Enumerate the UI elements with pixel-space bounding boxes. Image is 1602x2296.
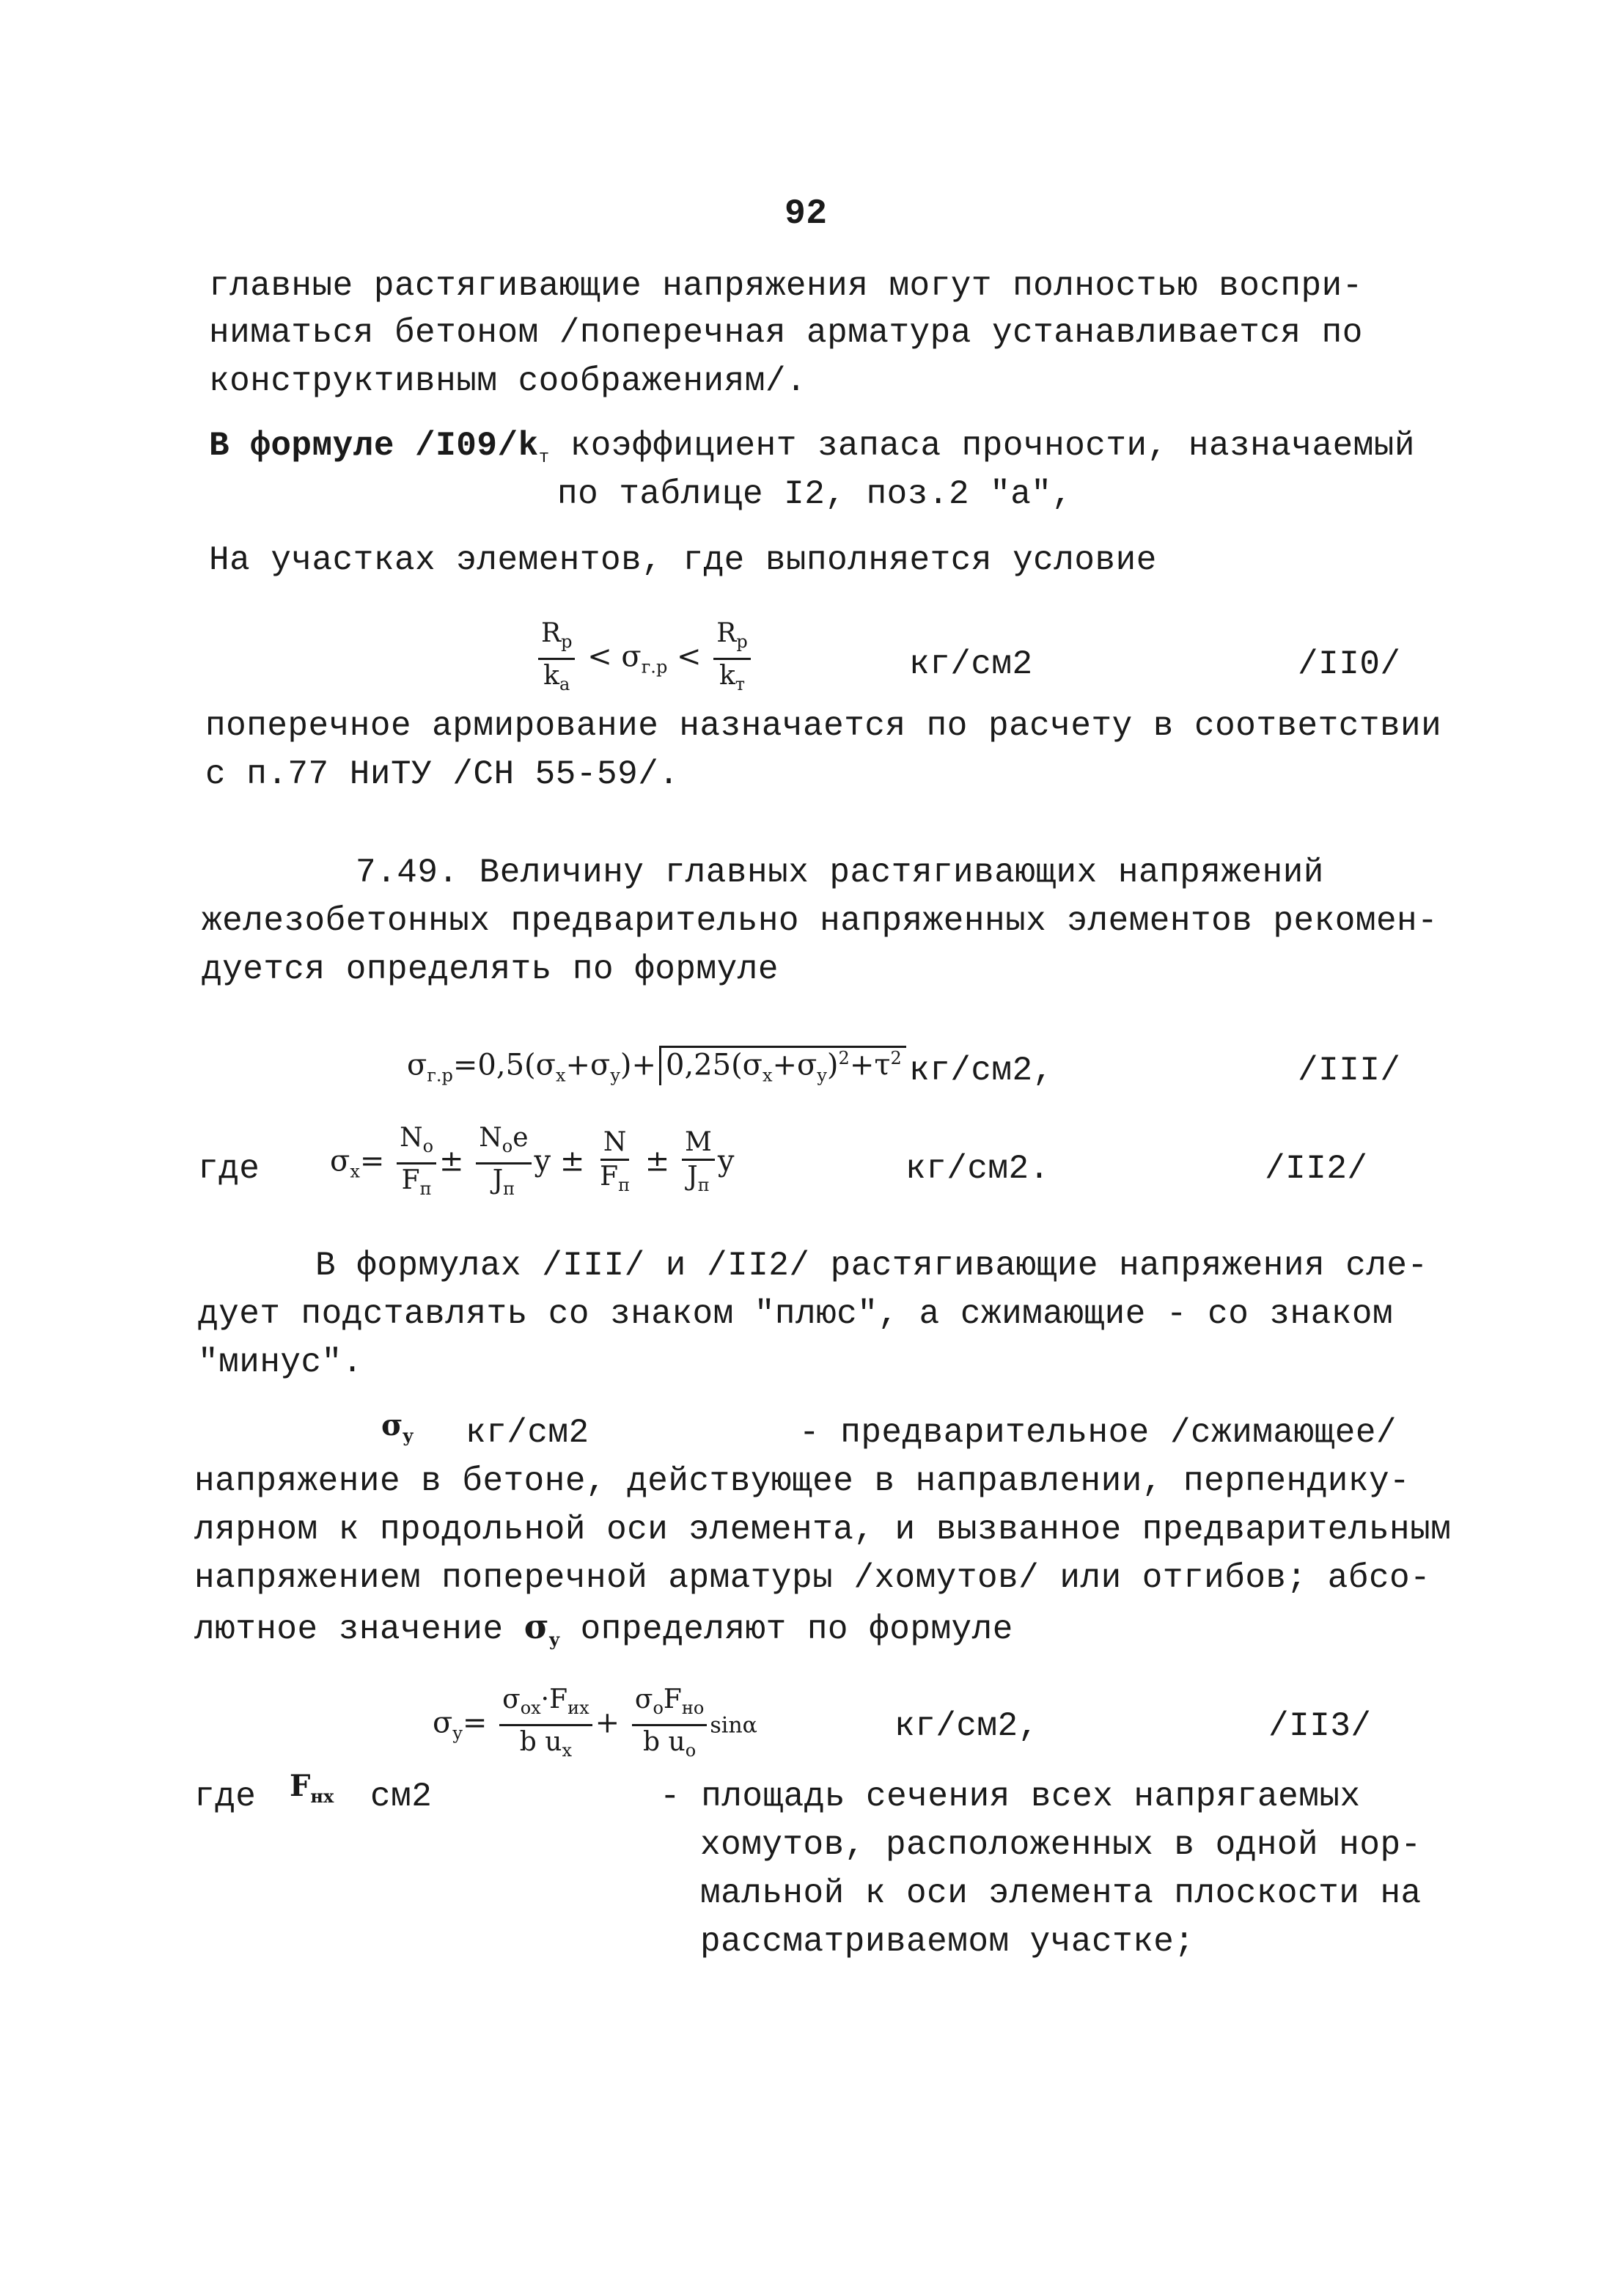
where-label-1: где bbox=[198, 1150, 260, 1188]
formula-110: $\frac{R_р}{k_a}$ < $\sigma_{г.р}$ < $\frac{R_р}{k_т}$ bbox=[535, 617, 754, 700]
text-line-19-a: лютное значение bbox=[194, 1610, 504, 1648]
formula-113: $\sigma_y=$ $\frac{\sigma_{ox}\cdot F_{их}}{b u_x}$ + $\frac{\sigma_oF_{но}}{b u_o}$ sinα bbox=[433, 1684, 757, 1767]
formula-113-unit: кг/см2, bbox=[894, 1707, 1039, 1745]
def-line-2: хомутов, расположенных в одной нор- bbox=[700, 1826, 1422, 1864]
text-line-17: лярном к продольной оси элемента, и вызванное предварительным bbox=[194, 1511, 1452, 1549]
frac-n0-fn: $\frac{N_o}{F_п}$ bbox=[397, 1122, 436, 1205]
coef-k: k bbox=[518, 427, 539, 465]
def-line-3: мальной к оси элемента плоскости на bbox=[700, 1874, 1422, 1912]
formula-110-label: /II0/ bbox=[1298, 645, 1401, 683]
formula-112: $\sigma_x=$ $\frac{N_o}{F_п}$ ± $\frac{N_oe}{J_п}$ y ± $\frac{N}{F_п}$ ± $\frac{M}{J_п}$ y bbox=[330, 1122, 735, 1205]
text-line-11: дуется определять по формуле bbox=[202, 950, 779, 989]
formula-ref: В формуле /I09/ bbox=[209, 427, 518, 465]
text-line-1: главные растягивающие напряжения могут полностью воспри- bbox=[209, 267, 1363, 305]
text-line-14: "минус". bbox=[198, 1343, 363, 1382]
text-line-15-desc: - предварительное /сжимающее/ bbox=[799, 1414, 1397, 1452]
text-line-12: В формулах /III/ и /II2/ растягивающие напряжения сле- bbox=[315, 1247, 1428, 1285]
text-line-18: напряжением поперечной арматуры /хомутов/ или отгибов; абсо- bbox=[194, 1559, 1431, 1597]
frac-n0e-jn: $\frac{N_oe}{J_п}$ bbox=[476, 1122, 531, 1205]
frac-sigmax: $\frac{\sigma_{ox}\cdot F_{их}}{b u_x}$ bbox=[499, 1684, 592, 1767]
formula-112-unit: кг/см2. bbox=[905, 1150, 1050, 1188]
formula-111: $\sigma_{г.р}=0,5(\sigma_x+\sigma_y)+ 0,25(\sigma_x+\sigma_y)^2+\tau^2$ bbox=[407, 1046, 906, 1085]
frac-m-jn: $\frac{M}{J_п}$ bbox=[682, 1126, 715, 1201]
text-line-8: с п.77 НиТУ /СН 55-59/. bbox=[205, 755, 680, 793]
text-line-4-rest: коэффициент запаса прочности, назначаемый bbox=[549, 427, 1415, 465]
formula-110-unit: кг/см2 bbox=[909, 645, 1033, 683]
page-number: 92 bbox=[785, 194, 828, 234]
formula-113-label: /II3/ bbox=[1268, 1707, 1372, 1745]
where2-unit: см2 bbox=[370, 1778, 433, 1816]
text-line-9: 7.49. Величину главных растягивающих напряжений bbox=[356, 854, 1324, 892]
def-line-1: - площадь сечения всех напрягаемых bbox=[660, 1778, 1361, 1816]
frac-n-fn: $\frac{N}{F_п}$ bbox=[600, 1126, 631, 1195]
text-line-2: ниматься бетоном /поперечная арматура устанавливается по bbox=[209, 314, 1363, 352]
frac-rp-ka: $\frac{R_р}{k_a}$ bbox=[538, 617, 575, 700]
sigma-y-inline: $\sigma_y$ bbox=[523, 1607, 560, 1651]
text-line-5: по таблице I2, поз.2 "а", bbox=[557, 475, 1073, 513]
formula-111-label: /III/ bbox=[1298, 1052, 1401, 1090]
sigma-y-symbol: $\sigma_y$ bbox=[381, 1408, 414, 1446]
def-line-4: рассматриваемом участке; bbox=[700, 1923, 1195, 1961]
fnx-symbol: $F_{нх}$ bbox=[290, 1769, 334, 1807]
text-line-16: напряжение в бетоне, действующее в направлении, перпендику- bbox=[194, 1462, 1411, 1500]
text-line-13: дует подставлять со знаком "плюс", а сжимающие - со знаком bbox=[198, 1295, 1394, 1333]
formula-111-unit: кг/см2, bbox=[909, 1052, 1054, 1090]
formula-112-label: /II2/ bbox=[1265, 1150, 1368, 1188]
text-line-7: поперечное армирование назначается по расчету в соответствии bbox=[205, 707, 1442, 745]
text-line-10: железобетонных предварительно напряженных элементов рекомен- bbox=[202, 902, 1439, 940]
coef-k-sub: т bbox=[538, 448, 550, 469]
where-label-2: где bbox=[194, 1778, 257, 1816]
frac-sigmao: $\frac{\sigma_oF_{но}}{b u_o}$ bbox=[632, 1684, 707, 1767]
text-line-19-b: определяют по формуле bbox=[580, 1610, 1013, 1648]
text-line-19 bbox=[194, 1604, 1013, 1662]
text-line-3: конструктивным соображениям/. bbox=[209, 362, 807, 400]
text-line-6: На участках элементов, где выполняется условие bbox=[209, 541, 1157, 579]
frac-rp-kt: $\frac{R_р}{k_т}$ bbox=[713, 617, 750, 700]
text-line-15-unit: кг/см2 bbox=[466, 1414, 589, 1452]
